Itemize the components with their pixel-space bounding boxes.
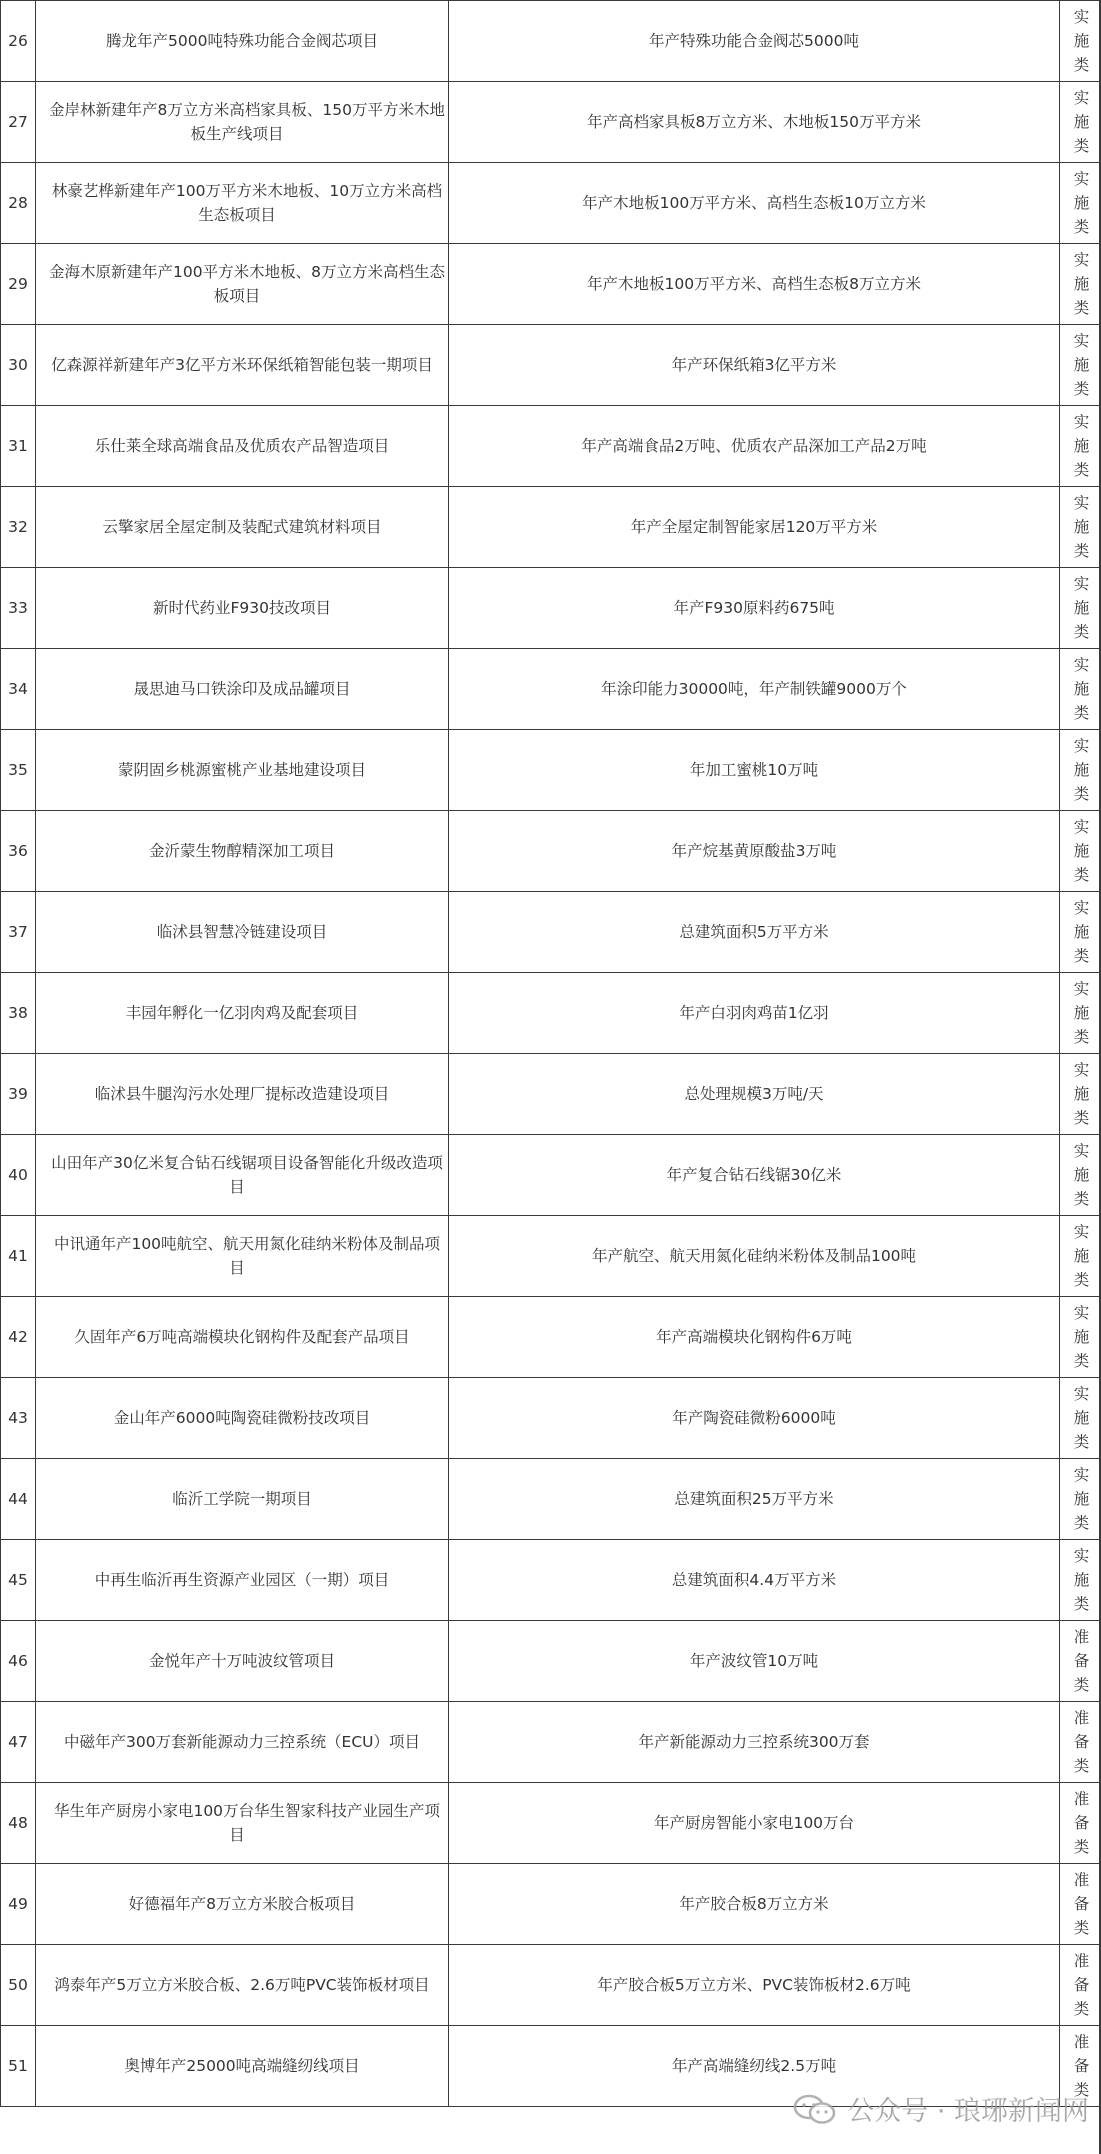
project-category-cell — [1060, 811, 1101, 892]
project-name-cell — [36, 730, 449, 811]
project-category: 实施类 — [1073, 1223, 1090, 1289]
project-category: 实施类 — [1073, 1466, 1090, 1532]
table-row — [1, 811, 1101, 892]
row-number-cell — [1, 1216, 36, 1297]
construction-scale-cell — [449, 973, 1060, 1054]
row-number-cell — [1, 1378, 36, 1459]
row-number: 41 — [8, 1247, 28, 1265]
project-category-cell — [1060, 1216, 1101, 1297]
row-number: 34 — [8, 680, 28, 698]
project-category-cell — [1060, 568, 1101, 649]
table-row — [1, 1297, 1101, 1378]
project-category-cell — [1060, 406, 1101, 487]
table-row — [1, 1540, 1101, 1621]
project-name: 丰园年孵化一亿羽肉鸡及配套项目 — [125, 1004, 359, 1022]
row-number: 44 — [8, 1490, 28, 1508]
table-row — [1, 1, 1101, 82]
project-name: 亿森源祥新建年产3亿平方米环保纸箱智能包装一期项目 — [51, 356, 433, 374]
construction-scale: 年产航空、航天用氮化硅纳米粉体及制品100吨 — [591, 1247, 917, 1265]
project-category-cell — [1060, 163, 1101, 244]
project-category: 准备类 — [1073, 1709, 1090, 1775]
table-row — [1, 325, 1101, 406]
row-number: 49 — [8, 1895, 28, 1913]
project-category-cell — [1060, 1, 1101, 82]
table-row — [1, 1216, 1101, 1297]
construction-scale: 年产胶合板5万立方米、PVC装饰板材2.6万吨 — [597, 1976, 911, 1994]
row-number-cell — [1, 82, 36, 163]
table-row — [1, 1054, 1101, 1135]
project-name: 好德福年产8万立方米胶合板项目 — [128, 1895, 356, 1913]
construction-scale-cell — [449, 811, 1060, 892]
row-number-cell — [1, 730, 36, 811]
row-number-cell — [1, 163, 36, 244]
construction-scale: 年产厨房智能小家电100万台 — [653, 1814, 855, 1832]
row-number-cell — [1, 1135, 36, 1216]
row-number-cell — [1, 1621, 36, 1702]
project-name-cell — [36, 1459, 449, 1540]
construction-scale-cell — [449, 82, 1060, 163]
table-row — [1, 487, 1101, 568]
table-row — [1, 1702, 1101, 1783]
project-category: 实施类 — [1073, 413, 1090, 479]
construction-scale-cell — [449, 1945, 1060, 2026]
row-number: 36 — [8, 842, 28, 860]
row-number: 31 — [8, 437, 28, 455]
row-number-cell — [1, 325, 36, 406]
project-name: 华生年产厨房小家电100万台华生智家科技产业园生产项目 — [53, 1802, 441, 1844]
row-number: 51 — [8, 2057, 28, 2075]
construction-scale: 年产烷基黄原酸盐3万吨 — [671, 842, 837, 860]
row-number-cell — [1, 811, 36, 892]
project-category-cell — [1060, 1297, 1101, 1378]
row-number-cell — [1, 1459, 36, 1540]
project-name: 中磁年产300万套新能源动力三控系统（ECU）项目 — [63, 1733, 421, 1751]
project-name-cell — [36, 1945, 449, 2026]
project-name-cell — [36, 568, 449, 649]
construction-scale-cell — [449, 1540, 1060, 1621]
project-name: 蒙阴固乡桃源蜜桃产业基地建设项目 — [117, 761, 366, 779]
table-row — [1, 1864, 1101, 1945]
project-name: 鸿泰年产5万立方米胶合板、2.6万吨PVC装饰板材项目 — [54, 1976, 430, 1994]
row-number: 30 — [8, 356, 28, 374]
row-number: 40 — [8, 1166, 28, 1184]
row-number: 39 — [8, 1085, 28, 1103]
project-name-cell — [36, 1135, 449, 1216]
construction-scale-cell — [449, 244, 1060, 325]
project-name-cell — [36, 82, 449, 163]
project-category-cell — [1060, 325, 1101, 406]
row-number-cell — [1, 2026, 36, 2107]
project-name-cell — [36, 1378, 449, 1459]
table-row — [1, 1783, 1101, 1864]
project-category: 准备类 — [1073, 1871, 1090, 1937]
construction-scale-cell — [449, 1702, 1060, 1783]
project-category: 实施类 — [1073, 1142, 1090, 1208]
table-row — [1, 2026, 1101, 2107]
construction-scale-cell — [449, 649, 1060, 730]
construction-scale: 年产复合钻石线锯30亿米 — [666, 1166, 842, 1184]
project-category-cell — [1060, 244, 1101, 325]
project-name-cell — [36, 244, 449, 325]
row-number: 28 — [8, 194, 28, 212]
project-name: 临沂工学院一期项目 — [172, 1490, 312, 1508]
project-category: 实施类 — [1073, 1304, 1090, 1370]
project-name: 金沂蒙生物醇精深加工项目 — [148, 842, 335, 860]
project-name-cell — [36, 325, 449, 406]
row-number: 33 — [8, 599, 28, 617]
construction-scale: 年产环保纸箱3亿平方米 — [671, 356, 837, 374]
project-category-cell — [1060, 730, 1101, 811]
construction-scale: 总建筑面积25万平方米 — [674, 1490, 834, 1508]
row-number: 45 — [8, 1571, 28, 1589]
project-name-cell — [36, 1297, 449, 1378]
table-row — [1, 1459, 1101, 1540]
project-name-cell — [36, 892, 449, 973]
project-name: 久固年产6万吨高端模块化钢构件及配套产品项目 — [74, 1328, 410, 1346]
construction-scale: 年产陶瓷硅微粉6000吨 — [672, 1409, 836, 1427]
construction-scale-cell — [449, 2026, 1060, 2107]
project-category-cell — [1060, 1621, 1101, 1702]
project-category: 实施类 — [1073, 899, 1090, 965]
project-name-cell — [36, 1621, 449, 1702]
project-category: 实施类 — [1073, 656, 1090, 722]
row-number-cell — [1, 568, 36, 649]
row-number: 27 — [8, 113, 28, 131]
project-name: 腾龙年产5000吨特殊功能合金阀芯项目 — [106, 32, 378, 50]
row-number-cell — [1, 892, 36, 973]
table-row — [1, 568, 1101, 649]
project-name: 云擎家居全屋定制及装配式建筑材料项目 — [102, 518, 382, 536]
project-name: 晟思迪马口铁涂印及成品罐项目 — [133, 680, 351, 698]
project-category: 实施类 — [1073, 1385, 1090, 1451]
construction-scale: 年产F930原料药675吨 — [673, 599, 835, 617]
project-name: 金悦年产十万吨波纹管项目 — [148, 1652, 335, 1670]
project-category: 实施类 — [1073, 251, 1090, 317]
table-row — [1, 1945, 1101, 2026]
construction-scale: 年产新能源动力三控系统300万套 — [638, 1733, 870, 1751]
construction-scale-cell — [449, 568, 1060, 649]
project-name: 山田年产30亿米复合钻石线锯项目设备智能化升级改造项目 — [51, 1154, 443, 1196]
construction-scale: 年加工蜜桃10万吨 — [689, 761, 819, 779]
table-row — [1, 244, 1101, 325]
construction-scale: 年产高端缝纫线2.5万吨 — [671, 2057, 837, 2075]
project-category: 实施类 — [1073, 1547, 1090, 1613]
construction-scale-cell — [449, 1864, 1060, 1945]
project-category: 准备类 — [1073, 1952, 1090, 2018]
project-category: 实施类 — [1073, 980, 1090, 1046]
construction-scale: 总建筑面积4.4万平方米 — [671, 1571, 837, 1589]
project-category-cell — [1060, 487, 1101, 568]
project-category: 实施类 — [1073, 575, 1090, 641]
row-number: 50 — [8, 1976, 28, 1994]
construction-scale: 年产胶合板8万立方米 — [679, 1895, 829, 1913]
project-category: 实施类 — [1073, 89, 1090, 155]
project-name-cell — [36, 1054, 449, 1135]
construction-scale-cell — [449, 1054, 1060, 1135]
row-number-cell — [1, 1945, 36, 2026]
construction-scale: 年产全屋定制智能家居120万平方米 — [630, 518, 878, 536]
construction-scale: 年产高端模块化钢构件6万吨 — [656, 1328, 852, 1346]
project-category: 实施类 — [1073, 1061, 1090, 1127]
construction-scale-cell — [449, 1297, 1060, 1378]
construction-scale-cell — [449, 1216, 1060, 1297]
projects-table-body — [1, 1, 1101, 2107]
row-number: 46 — [8, 1652, 28, 1670]
project-category-cell — [1060, 1864, 1101, 1945]
project-name-cell — [36, 649, 449, 730]
row-number-cell — [1, 649, 36, 730]
project-category-cell — [1060, 2026, 1101, 2107]
row-number: 42 — [8, 1328, 28, 1346]
project-name: 中再生临沂再生资源产业园区（一期）项目 — [94, 1571, 390, 1589]
row-number-cell — [1, 487, 36, 568]
construction-scale: 年产木地板100万平方米、高档生态板10万立方米 — [582, 194, 926, 212]
table-row — [1, 406, 1101, 487]
row-number-cell — [1, 1864, 36, 1945]
project-category-cell — [1060, 1135, 1101, 1216]
construction-scale: 总处理规模3万吨/天 — [684, 1085, 824, 1103]
project-category-cell — [1060, 1945, 1101, 2026]
project-name-cell — [36, 1702, 449, 1783]
project-category: 准备类 — [1073, 1790, 1090, 1856]
row-number: 38 — [8, 1004, 28, 1022]
project-name-cell — [36, 1864, 449, 1945]
row-number-cell — [1, 406, 36, 487]
construction-scale: 年产波纹管10万吨 — [689, 1652, 819, 1670]
construction-scale: 总建筑面积5万平方米 — [679, 923, 829, 941]
project-name-cell — [36, 2026, 449, 2107]
project-category: 准备类 — [1073, 1628, 1090, 1694]
table-row — [1, 973, 1101, 1054]
project-name: 乐仕莱全球高端食品及优质农产品智造项目 — [94, 437, 390, 455]
project-name: 中讯通年产100吨航空、航天用氮化硅纳米粉体及制品项目 — [53, 1235, 441, 1277]
project-category: 实施类 — [1073, 8, 1090, 74]
row-number: 32 — [8, 518, 28, 536]
table-row — [1, 892, 1101, 973]
construction-scale: 年涂印能力30000吨，年产制铁罐9000万个 — [601, 680, 907, 698]
row-number-cell — [1, 1, 36, 82]
construction-scale: 年产高档家具板8万立方米、木地板150万平方米 — [587, 113, 921, 131]
project-category-cell — [1060, 1783, 1101, 1864]
project-name-cell — [36, 1540, 449, 1621]
project-category-cell — [1060, 1540, 1101, 1621]
project-category-cell — [1060, 1378, 1101, 1459]
row-number: 35 — [8, 761, 28, 779]
row-number-cell — [1, 973, 36, 1054]
row-number: 26 — [8, 32, 28, 50]
table-row — [1, 730, 1101, 811]
row-number-cell — [1, 1054, 36, 1135]
project-category-cell — [1060, 1702, 1101, 1783]
construction-scale-cell — [449, 1621, 1060, 1702]
project-name-cell — [36, 163, 449, 244]
construction-scale-cell — [449, 892, 1060, 973]
project-category-cell — [1060, 892, 1101, 973]
project-name: 临沭县智慧冷链建设项目 — [156, 923, 328, 941]
project-name: 林豪艺桦新建年产100万平方米木地板、10万立方米高档生态板项目 — [51, 182, 443, 224]
construction-scale-cell — [449, 1, 1060, 82]
row-number: 43 — [8, 1409, 28, 1427]
construction-scale-cell — [449, 163, 1060, 244]
row-number-cell — [1, 1783, 36, 1864]
project-name: 奥博年产25000吨高端缝纫线项目 — [124, 2057, 360, 2075]
project-category: 实施类 — [1073, 737, 1090, 803]
construction-scale-cell — [449, 487, 1060, 568]
table-row — [1, 163, 1101, 244]
project-name: 新时代药业F930技改项目 — [152, 599, 331, 617]
project-category: 实施类 — [1073, 818, 1090, 884]
project-name-cell — [36, 1216, 449, 1297]
project-name: 金岸林新建年产8万立方米高档家具板、150万平方米木地板生产线项目 — [49, 101, 445, 143]
row-number: 48 — [8, 1814, 28, 1832]
table-row — [1, 1378, 1101, 1459]
construction-scale-cell — [449, 1459, 1060, 1540]
project-name-cell — [36, 406, 449, 487]
row-number: 29 — [8, 275, 28, 293]
project-category: 实施类 — [1073, 170, 1090, 236]
construction-scale-cell — [449, 406, 1060, 487]
project-name-cell — [36, 811, 449, 892]
project-name-cell — [36, 1783, 449, 1864]
table-row — [1, 1621, 1101, 1702]
project-category: 实施类 — [1073, 332, 1090, 398]
project-name-cell — [36, 1, 449, 82]
row-number-cell — [1, 244, 36, 325]
construction-scale: 年产木地板100万平方米、高档生态板8万立方米 — [587, 275, 921, 293]
construction-scale-cell — [449, 1378, 1060, 1459]
watermark-text: 公众号 · 琅琊新闻网 — [847, 2096, 1089, 2127]
project-name: 临沭县牛腿沟污水处理厂提标改造建设项目 — [94, 1085, 390, 1103]
construction-scale-cell — [449, 1135, 1060, 1216]
construction-scale-cell — [449, 325, 1060, 406]
project-name-cell — [36, 973, 449, 1054]
table-row — [1, 1135, 1101, 1216]
project-category-cell — [1060, 973, 1101, 1054]
row-number-cell — [1, 1702, 36, 1783]
construction-scale: 年产白羽肉鸡苗1亿羽 — [679, 1004, 829, 1022]
construction-scale-cell — [449, 1783, 1060, 1864]
table-row — [1, 649, 1101, 730]
project-name: 金山年产6000吨陶瓷硅微粉技改项目 — [113, 1409, 371, 1427]
row-number-cell — [1, 1540, 36, 1621]
project-category-cell — [1060, 1459, 1101, 1540]
project-category: 准备类 — [1073, 2033, 1090, 2099]
project-category-cell — [1060, 1054, 1101, 1135]
row-number: 47 — [8, 1733, 28, 1751]
construction-scale-cell — [449, 730, 1060, 811]
project-category-cell — [1060, 82, 1101, 163]
project-category: 实施类 — [1073, 494, 1090, 560]
table-row — [1, 82, 1101, 163]
construction-scale: 年产特殊功能合金阀芯5000吨 — [649, 32, 859, 50]
project-name-cell — [36, 487, 449, 568]
construction-scale: 年产高端食品2万吨、优质农产品深加工产品2万吨 — [581, 437, 927, 455]
row-number-cell — [1, 1297, 36, 1378]
project-category-cell — [1060, 649, 1101, 730]
project-name: 金海木原新建年产100平方米木地板、8万立方米高档生态板项目 — [49, 263, 445, 305]
row-number: 37 — [8, 923, 28, 941]
